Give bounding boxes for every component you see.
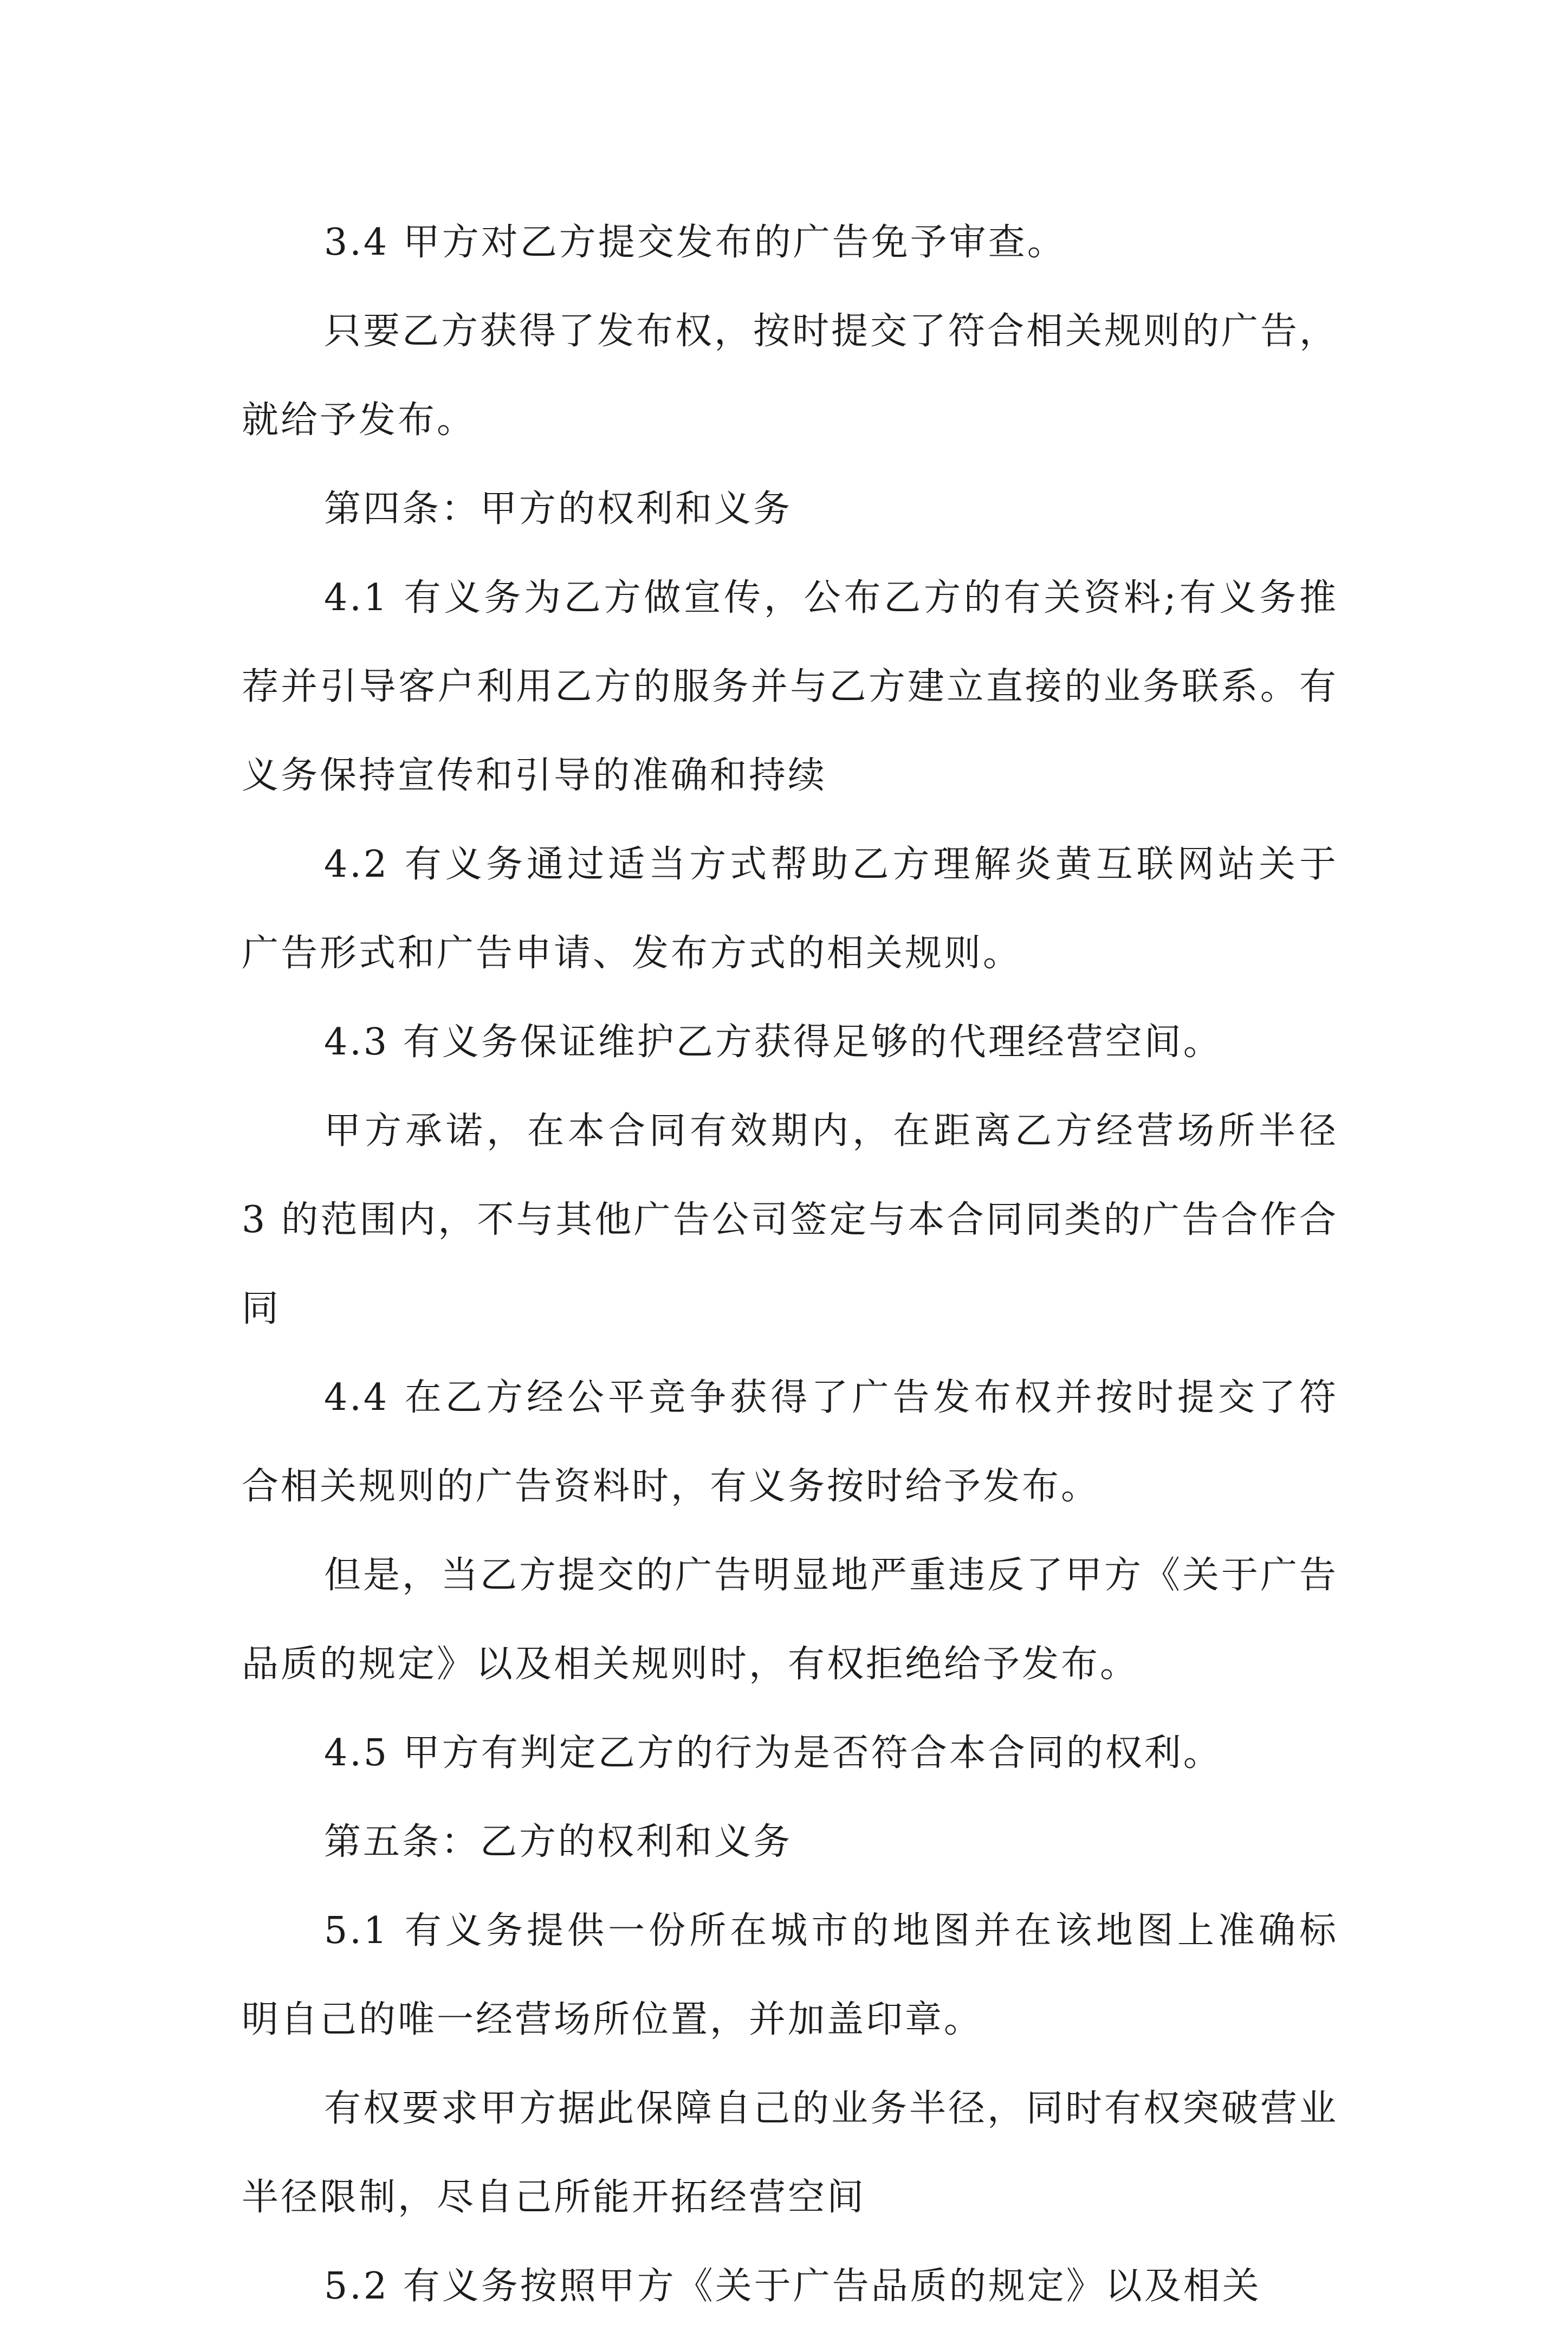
paragraph-4-3-detail: 甲方承诺，在本合同有效期内，在距离乙方经营场所半径 3 的范围内，不与其他广告公司签定与本合同同类的广告合作合同 bbox=[242, 1110, 1338, 1330]
paragraph-4-4: 4.4 在乙方经公平竞争获得了广告发布权并按时提交了符合相关规则的广告资料时，有义务按时给予发布。 bbox=[242, 1376, 1338, 1508]
paragraph-3-4: 3.4 甲方对乙方提交发布的广告免予审查。 bbox=[324, 221, 1066, 264]
paragraph-5-1-detail: 有权要求甲方据此保障自己的业务半径，同时有权突破营业半径限制，尽自己所能开拓经营空间 bbox=[242, 2087, 1339, 2219]
paragraph-5-2: 5.2 有义务按照甲方《关于广告品质的规定》以及相关 bbox=[324, 2265, 1261, 2308]
article-4-heading: 第四条：甲方的权利和义务 bbox=[324, 488, 793, 530]
article-5-heading: 第五条：乙方的权利和义务 bbox=[324, 1821, 793, 1863]
paragraph-5-1: 5.1 有义务提供一份所在城市的地图并在该地图上准确标明自己的唯一经营场所位置，并加盖印章。 bbox=[242, 1909, 1338, 2041]
paragraph-3-4-detail: 只要乙方获得了发布权，按时提交了符合相关规则的广告，就给予发布。 bbox=[242, 310, 1339, 442]
paragraph-4-4-detail: 但是，当乙方提交的广告明显地严重违反了甲方《关于广告品质的规定》以及相关规则时，有权拒绝给予发布。 bbox=[242, 1554, 1339, 1686]
paragraph-4-3: 4.3 有义务保证维护乙方获得足够的代理经营空间。 bbox=[324, 1021, 1222, 1064]
paragraph-4-2: 4.2 有义务通过适当方式帮助乙方理解炎黄互联网站关于广告形式和广告申请、发布方式的相关规则。 bbox=[242, 843, 1338, 975]
paragraph-4-5: 4.5 甲方有判定乙方的行为是否符合本合同的权利。 bbox=[324, 1732, 1222, 1775]
contract-body bbox=[242, 198, 1338, 2331]
paragraph-4-1: 4.1 有义务为乙方做宣传，公布乙方的有关资料;有义务推荐并引导客户利用乙方的服务并与乙方建立直接的业务联系。有义务保持宣传和引导的准确和持续 bbox=[242, 577, 1338, 797]
